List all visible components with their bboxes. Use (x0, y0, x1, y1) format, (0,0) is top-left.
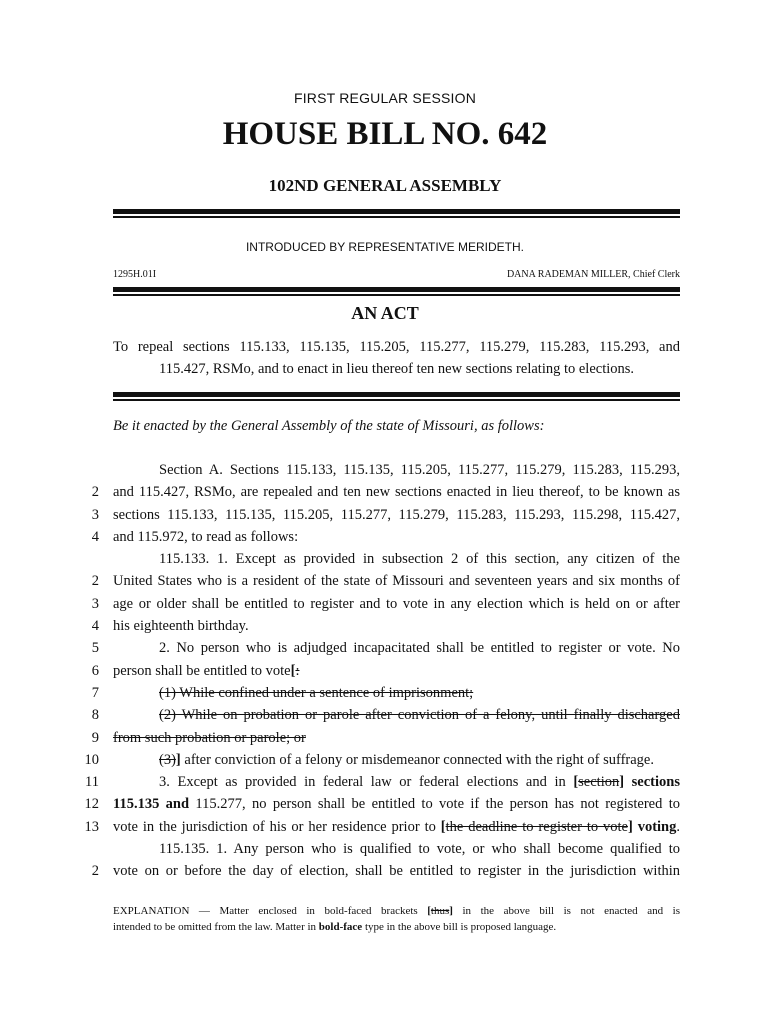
bold-bracket: [ (427, 905, 431, 917)
top-rule (113, 209, 680, 214)
body-line (91, 593, 680, 615)
line-text (113, 771, 680, 793)
struck-text: (2) While on probation or parole after conviction of a felony, until finally discharged (159, 707, 680, 724)
line-number: 9 (91, 729, 99, 746)
body-line (91, 860, 680, 882)
body-line (85, 771, 680, 793)
line-text (113, 660, 680, 682)
explanation-line-1 (113, 903, 680, 919)
bold-bracket: ] (175, 751, 181, 768)
chief-clerk: DANA RADEMAN MILLER, Chief Clerk (506, 269, 680, 280)
line-text: and 115.972, to read as follows: (113, 528, 299, 545)
explanation-text: EXPLANATION — Matter enclosed in bold-faced brackets (113, 905, 428, 917)
struck-text: : (295, 662, 300, 679)
struck-text: thus (430, 905, 450, 917)
body-line (113, 548, 680, 570)
struck-text: (3) (159, 751, 176, 768)
explanation-note (113, 903, 680, 935)
line-number: 8 (91, 707, 99, 724)
body-line (113, 459, 680, 481)
line-number: 3 (91, 506, 99, 523)
new-language: ] sections (619, 774, 680, 791)
bill-title: HOUSE BILL NO. 642 (222, 116, 548, 152)
line-text-part: person shall be entitled to vote (113, 662, 291, 679)
assembly-label: 102ND GENERAL ASSEMBLY (268, 176, 502, 195)
bold-bracket: ] (449, 905, 453, 917)
act-desc-line-1: To repeal sections 115.133, 115.135, 115.205, 115.277, 115.279, 115.283, 115.293, and (113, 339, 680, 355)
body-line (84, 793, 680, 815)
line-number: 5 (91, 640, 99, 657)
line-text-part: 115.277, no person shall be entitled to vote if the person has not registered to (189, 796, 680, 813)
body-line (91, 526, 680, 548)
line-number: 7 (91, 684, 99, 701)
explanation-text: intended to be omitted from the law. Matter in (113, 921, 319, 933)
line-text: 2. No person who is adjudged incapacitated shall be entitled to register or vote. No (159, 640, 680, 657)
lr-number: 1295H.01I (113, 269, 157, 280)
bold-bracket: [ (290, 662, 296, 679)
line-number: 4 (91, 528, 99, 545)
struck-text: (1) While confined under a sentence of imprisonment; (159, 684, 474, 701)
body-line (91, 704, 680, 726)
body-line (113, 838, 680, 860)
line-number: 4 (91, 618, 99, 635)
struck-text: the deadline to register to vote (445, 818, 628, 835)
struck-text: from such probation or parole; or (113, 729, 306, 746)
bold-face-sample: bold-face (318, 921, 363, 933)
bill-body (84, 459, 680, 883)
line-number: 2 (91, 484, 99, 501)
line-text: and 115.427, RSMo, are repealed and ten new sections enacted in lieu thereof, to be known as (113, 484, 680, 501)
bold-bracket: [ (440, 818, 446, 835)
line-number: 2 (91, 573, 99, 590)
new-language: 115.135 and (113, 796, 190, 813)
line-number: 11 (85, 774, 99, 791)
line-text (113, 749, 680, 771)
line-number: 6 (91, 662, 99, 679)
body-line (91, 660, 680, 682)
top-rule-thin (113, 216, 680, 218)
body-line (84, 749, 680, 771)
line-text-part: 3. Except as provided in federal law or federal elections and in (159, 774, 574, 791)
new-language: ] voting (627, 818, 677, 835)
body-line (84, 816, 680, 838)
explanation-text: type in the above bill is proposed language. (362, 921, 557, 933)
body-line (91, 615, 680, 637)
line-number: 2 (91, 863, 99, 880)
line-number: 10 (84, 751, 99, 768)
line-text: sections 115.133, 115.135, 115.205, 115.277, 115.279, 115.283, 115.293, 115.298, 115.427, (113, 506, 680, 523)
lower-rule (113, 392, 680, 397)
middle-rule-thin (113, 294, 680, 296)
line-text: Section A. Sections 115.133, 115.135, 115.205, 115.277, 115.279, 115.283, 115.293, (159, 462, 680, 478)
body-line (91, 637, 680, 659)
body-line (91, 570, 680, 592)
body-line (91, 481, 680, 503)
line-text (113, 793, 680, 815)
session-label: FIRST REGULAR SESSION (293, 90, 477, 106)
line-text: United States who is a resident of the state of Missouri and seventeen years and six months of (113, 573, 680, 590)
line-number: 13 (84, 818, 99, 835)
line-text: 115.133. 1. Except as provided in subsection 2 of this section, any citizen of the (159, 551, 680, 568)
act-title: AN ACT (351, 303, 419, 323)
line-text: 115.135. 1. Any person who is qualified to vote, or who shall become qualified to (159, 841, 680, 858)
explanation-text: in the above bill is not enacted and is (452, 905, 680, 917)
line-text: age or older shall be entitled to register and to vote in any election which is held on or after (113, 595, 680, 612)
act-description (113, 336, 680, 380)
line-text-part: . (676, 818, 680, 835)
line-text-part: after conviction of a felony or misdemeanor connected with the right of suffrage. (180, 751, 654, 768)
line-text-part: vote in the jurisdiction of his or her residence prior to (113, 818, 441, 835)
line-text (113, 816, 680, 838)
explanation-line-2 (113, 921, 556, 933)
bold-bracket: [ (573, 774, 579, 791)
line-number: 12 (84, 796, 99, 813)
act-desc-line-2: 115.427, RSMo, and to enact in lieu thereof ten new sections relating to elections. (159, 361, 635, 377)
line-text: vote on or before the day of election, shall be entitled to register in the jurisdiction within (113, 863, 680, 880)
body-line (91, 504, 680, 526)
lower-rule-thin (113, 399, 680, 401)
enacting-clause: Be it enacted by the General Assembly of the state of Missouri, as follows: (113, 418, 545, 434)
introduced-by: INTRODUCED BY REPRESENTATIVE MERIDETH. (245, 240, 525, 254)
line-number: 3 (91, 595, 99, 612)
middle-rule (113, 287, 680, 292)
body-line (91, 682, 680, 704)
body-line (91, 727, 680, 749)
line-text: his eighteenth birthday. (113, 618, 249, 635)
struck-text: section (578, 774, 620, 791)
